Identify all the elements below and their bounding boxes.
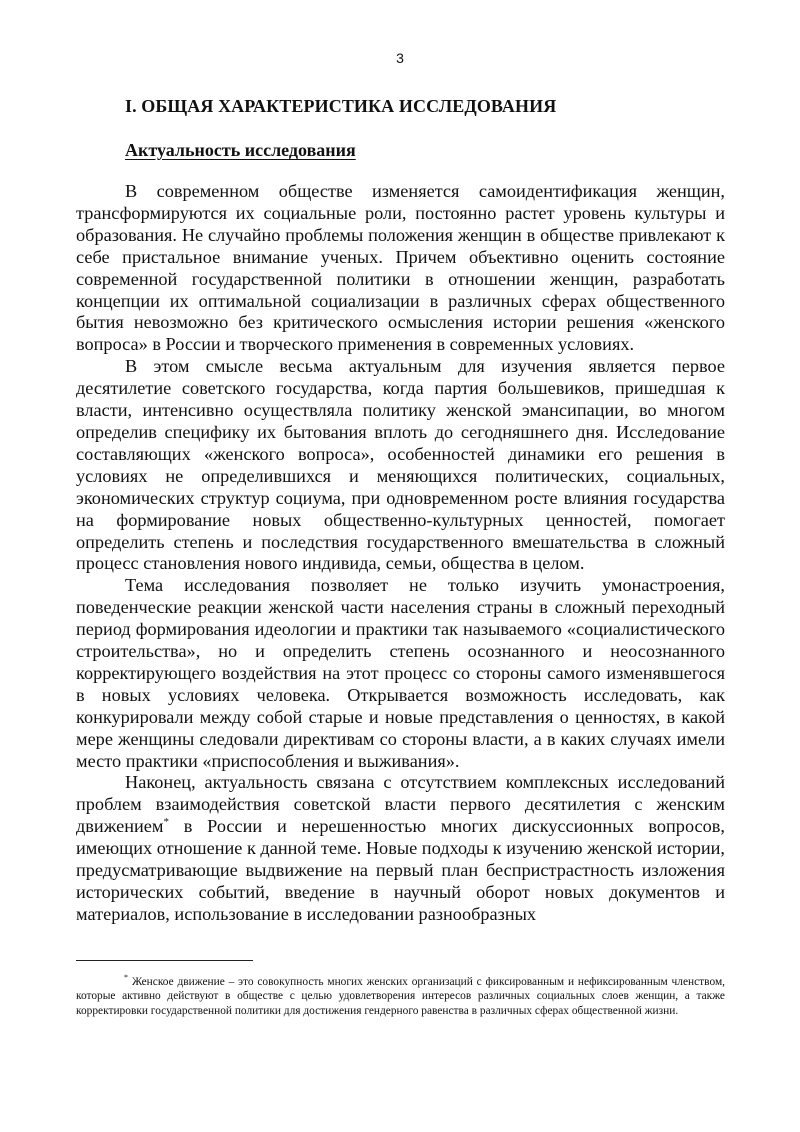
paragraph-2: В этом смысле весьма актуальным для изучения является первое десятилетие советского государства, когда партия большевиков, пришедшая к власти, интенсивно осуществляла политику женской эмансипации, во многом определив специфику их бытования вплоть до сегодняшнего дня. Исследование составляющих «женского вопроса», особенностей динамики его решения в условиях не определившихся и меняющихся политических, социальных, экономических структур социума, при одновременном росте влияния государства на формирование новых общественно-культурных ценностей, помогает определить степень и последствия государственного вмешательства в сложный процесс становления нового индивида, семьи, общества в целом. xyxy=(76,356,725,574)
body-text xyxy=(76,181,725,926)
footnote-mark: * xyxy=(124,973,128,983)
footnote-reference[interactable]: * xyxy=(163,816,169,829)
paragraph-4 xyxy=(76,772,725,925)
footnote-separator xyxy=(76,960,253,961)
paragraph-4-end: в России и нерешенностью многих дискуссионных вопросов, имеющих отношение к данной теме. Новые подходы к изучению женской истории, предусматривающие выдвижение на первый план беспристрастность изложения исторических событий, введение в научный оборот новых документов и материалов, использование в исследовании разнообразных xyxy=(76,816,725,924)
chapter-title: I. ОБЩАЯ ХАРАКТЕРИСТИКА ИССЛЕДОВАНИЯ xyxy=(125,96,557,116)
footnote-text: Женское движение – это совокупность многих женских организаций с фиксированным и нефиксированным членством, которые активно действуют в обществе с целью удовлетворения интересов различных социальных слоев женщин, а также корректировки государственной политики для достижения гендерного равенства в различных сферах общественной жизни. xyxy=(76,976,725,1017)
page-number: 3 xyxy=(396,50,404,66)
paragraph-1: В современном обществе изменяется самоидентификация женщин, трансформируются их социальные роли, постоянно растет уровень культуры и образования. Не случайно проблемы положения женщин в обществе привлекают к себе пристальное внимание ученых. Причем объективно оценить состояние современной государственной политики в отношении женщин, разработать концепции их оптимальной социализации в различных сферах общественного бытия невозможно без критического осмысления истории решения «женского вопроса» в России и творческого применения в современных условиях. xyxy=(76,181,725,355)
paragraph-3: Тема исследования позволяет не только изучить умонастроения, поведенческие реакции женской части населения страны в сложный переходный период формирования идеологии и практики так называемого «социалистического строительства», но и определить степень осознанного и неосознанного корректирующего воздействия на этот процесс со стороны самого изменявшегося в новых условиях человека. Открывается возможность исследовать, как конкурировали между собой старые и новые представления о ценностях, в какой мере женщины следовали директивам со стороны власти, а в каких случаях имели место практики «приспособления и выживания». xyxy=(76,575,725,771)
footnote xyxy=(76,975,725,1018)
section-title: Актуальность исследования xyxy=(125,140,356,160)
paragraph-4-start: Наконец, актуальность связана с отсутствием комплексных исследований проблем взаимодействия советской власти первого десятилетия с женским движением xyxy=(76,772,725,837)
